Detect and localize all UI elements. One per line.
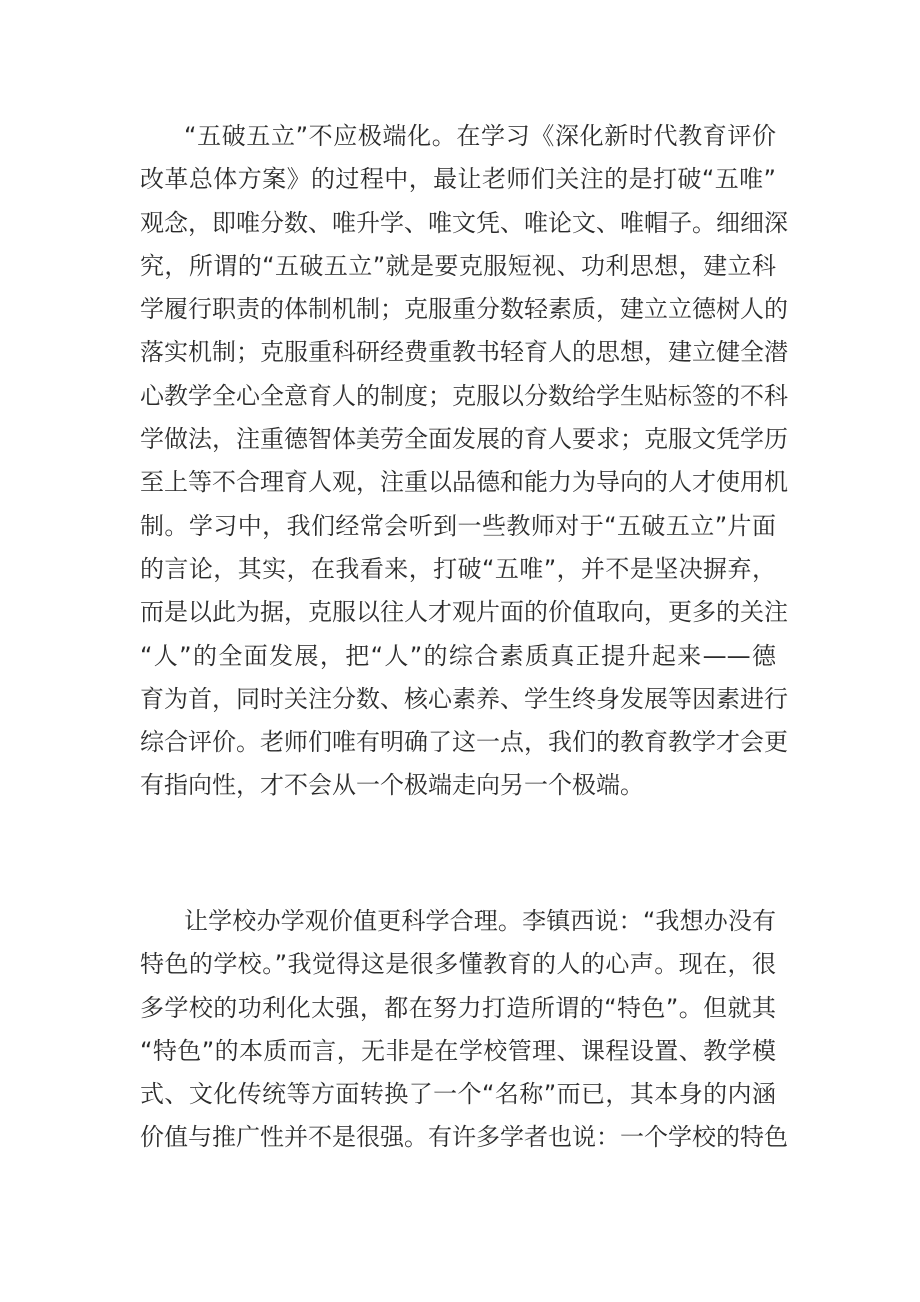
text-line: 价值与推广性并不是很强。有许多学者也说：一个学校的特色	[140, 1123, 788, 1152]
text-line: 落实机制；克服重科研经费重教书轻育人的思想，建立健全潜	[140, 338, 788, 367]
text-line: 的言论，其实，在我看来，打破“五唯”，并不是坚决摒弃，	[140, 554, 776, 583]
text-line: 制。学习中，我们经常会听到一些教师对于“五破五立”片面	[140, 511, 776, 540]
paragraph-five-breaks	[140, 115, 788, 808]
text-line: 至上等不合理育人观，注重以品德和能力为导向的人才使用机	[140, 468, 788, 497]
text-line: 式、文化传统等方面转换了一个“名称”而已，其本身的内涵	[140, 1080, 776, 1109]
text-line: “人”的全面发展，把“人”的综合素质真正提升起来——德	[140, 641, 776, 670]
text-line: 心教学全心全意育人的制度；克服以分数给学生贴标签的不科	[140, 381, 788, 410]
text-line: 特色的学校。”我觉得这是很多懂教育的人的心声。现在，很	[140, 950, 776, 979]
text-line: 改革总体方案》的过程中，最让老师们关注的是打破“五唯”	[140, 165, 776, 194]
text-line: “五破五立”不应极端化。在学习《深化新时代教育评价	[184, 122, 776, 150]
text-line: 综合评价。老师们唯有明确了这一点，我们的教育教学才会更	[140, 728, 788, 757]
paragraph-school-values	[140, 900, 788, 1160]
text-line: 学履行职责的体制机制；克服重分数轻素质，建立立德树人的	[140, 295, 788, 324]
text-line: 而是以此为据，克服以往人才观片面的价值取向，更多的关注	[140, 598, 788, 627]
text-line: 育为首，同时关注分数、核心素养、学生终身发展等因素进行	[140, 684, 788, 713]
text-line: 多学校的功利化太强，都在努力打造所谓的“特色”。但就其	[140, 993, 776, 1022]
text-line: “特色”的本质而言，无非是在学校管理、课程设置、教学模	[140, 1036, 776, 1065]
text-line: 究，所谓的“五破五立”就是要克服短视、功利思想，建立科	[140, 251, 776, 280]
text-line: 观念，即唯分数、唯升学、唯文凭、唯论文、唯帽子。细细深	[140, 208, 788, 237]
text-line: 让学校办学观价值更科学合理。李镇西说：“我想办没有	[184, 907, 776, 935]
text-line: 有指向性，才不会从一个极端走向另一个极端。	[140, 771, 644, 800]
text-line: 学做法，注重德智体美劳全面发展的育人要求；克服文凭学历	[140, 425, 788, 454]
